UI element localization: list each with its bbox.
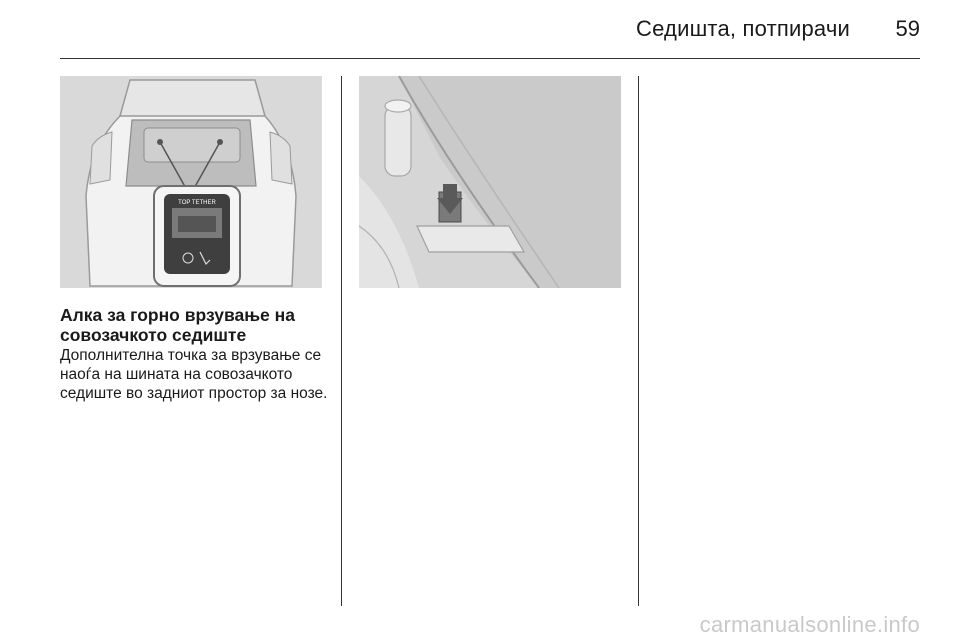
column-divider-2	[638, 76, 639, 606]
page-number: 59	[895, 16, 920, 41]
page-header-title: Седишта, потпирачи	[636, 16, 850, 41]
top-tether-label: TOP TETHER	[178, 200, 216, 206]
column-divider-1	[341, 76, 342, 606]
header-divider	[60, 58, 920, 59]
section-body-text: Дополнителна точка за врзување се наоѓа на шината на совозачкото седиште во задниот простор за нозе.	[60, 347, 328, 402]
watermark: carmanualsonline.info	[699, 612, 920, 637]
section-heading: Алка за горно врзување на совозачкото седиште	[60, 305, 295, 345]
seat-rail-illustration	[359, 76, 621, 288]
top-tether-illustration	[60, 76, 322, 288]
